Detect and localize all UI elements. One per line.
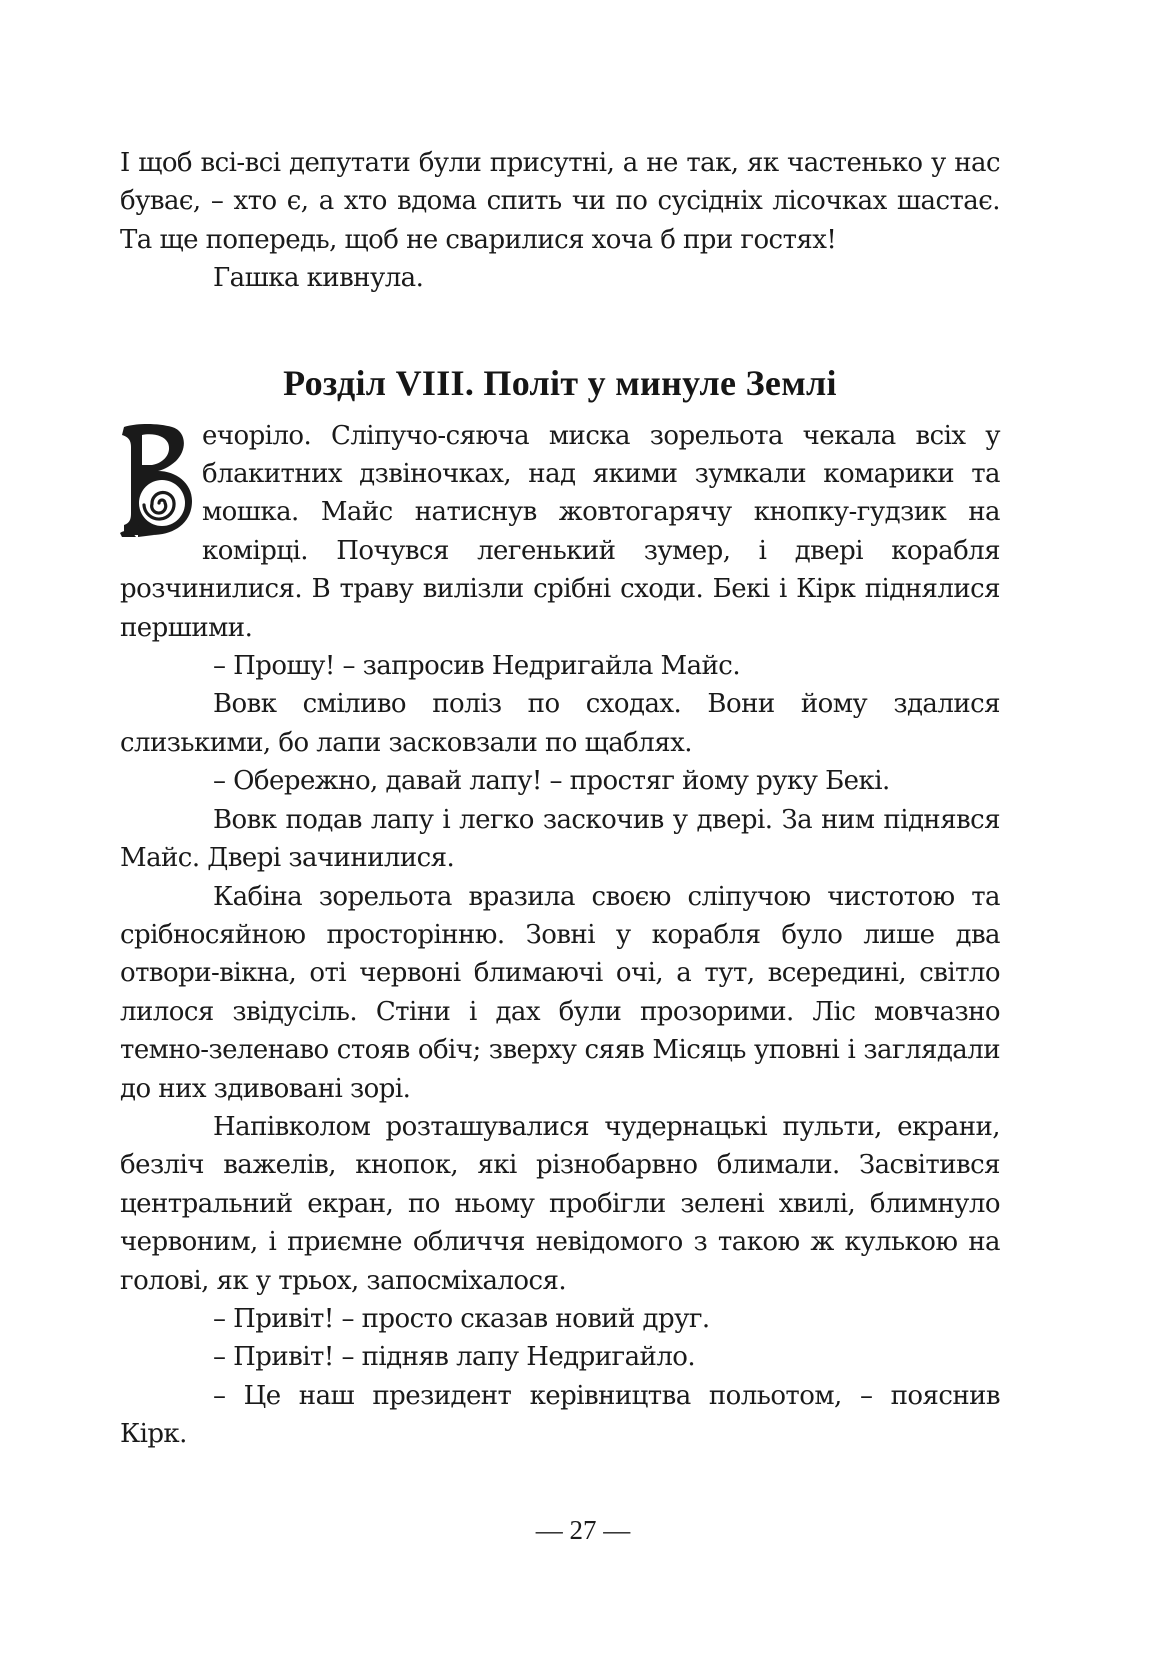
drop-cap-ornamental-letter bbox=[118, 421, 194, 539]
continued-paragraph: Гашка кивнула. bbox=[213, 263, 424, 294]
dialogue-line: – Прошу! – запросив Недригайла Майс. bbox=[213, 651, 741, 682]
dialogue-line: – Це наш президент керівництва польотом, – пояснив Кірк. bbox=[120, 1380, 1000, 1450]
chapter-paragraph: Вовк подав лапу і легко заскочив у двері. За ним піднявся Майс. Двері зачинилися. bbox=[120, 804, 1000, 874]
chapter-paragraph: Напівколом розташувалися чудернацькі пульти, екрани, безліч важелів, кнопок, які різнобарвно блимали. Засвітився центральний екран, по ньому пробігли зелені хвилі, блимнуло червоним, і приємне обличчя невідомого з такою ж кулькою на голові, як у трьох, запосміхалося. bbox=[120, 1111, 1000, 1296]
continued-paragraph: І щоб всі-всі депутати були присутні, а не так, як частенько у нас буває, – хто є, а хто вдома спить чи по сусідніх лісочках шастає. Та ще попередь, щоб не сварилися хоча б при гостях! bbox=[120, 148, 1000, 255]
drop-cap bbox=[118, 421, 194, 539]
dialogue-line: – Привіт! – підняв лапу Недригайло. bbox=[213, 1342, 696, 1373]
chapter-paragraph: Вовк сміливо поліз по сходах. Вони йому здалися слизькими, бо лапи засковзали по щаблях. bbox=[120, 689, 1000, 758]
chapter-paragraph: Кабіна зорельота вразила своєю сліпучою чистотою та срібносяйною просторінню. Зовні у корабля було лише два отвори-вікна, оті червоні блимаючі очі, а тут, всередині, світло лилося звідусіль. Стіни і дах були прозорими. Ліс мовчазно темно-зеленаво стояв обіч; зверху сяяв Місяць уповні і заглядали до них здивовані зорі. bbox=[120, 881, 1000, 1104]
dialogue-line: – Привіт! – просто сказав новий друг. bbox=[213, 1303, 710, 1334]
page-content bbox=[120, 144, 1000, 1454]
chapter-title: Розділ VIII. Політ у минуле Землі bbox=[283, 362, 837, 403]
dialogue-line: – Обережно, давай лапу! – простяг йому руку Бекі. bbox=[213, 766, 890, 797]
chapter-paragraph: ечоріло. Сліпучо-сяюча миска зорельота чекала всіх у блакитних дзвіночках, над якими зумкали комарики та мошка. Майс натиснув жовтогарячу кнопку-гудзик на комірці. Почувся легенький зумер, і двері корабля розчинилися. В траву вилізли срібні сходи. Бекі і Кірк піднялися першими. bbox=[120, 420, 1000, 643]
page-number: — 27 — bbox=[535, 1515, 631, 1545]
